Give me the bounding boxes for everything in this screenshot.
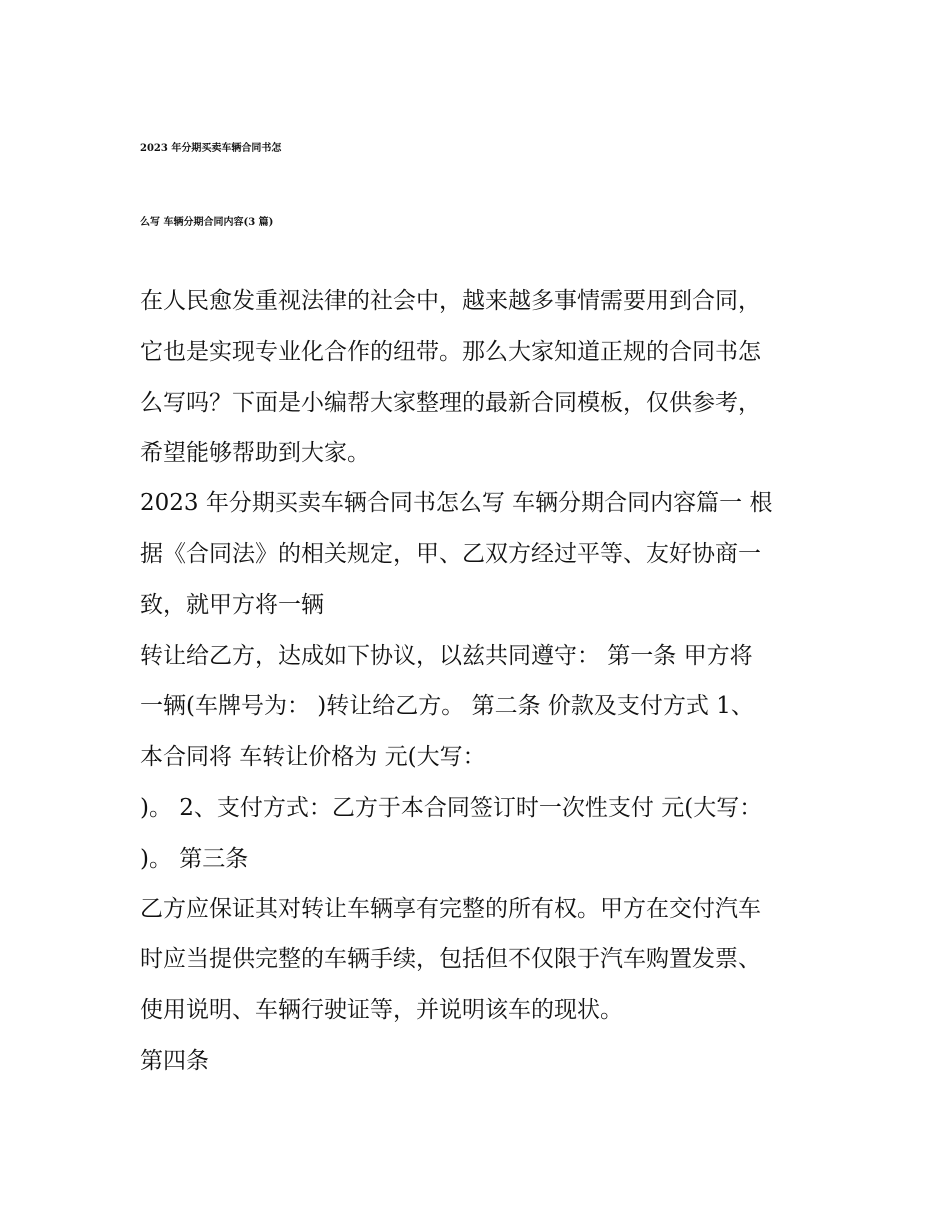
body-line-9: 一辆(车牌号为： )转让给乙方。 第二条 价款及支付方式 1、	[140, 693, 754, 719]
title-line-1: 2023 年分期买卖车辆合同书怎	[140, 143, 282, 154]
body-line-5: 2023 年分期买卖车辆合同书怎么写 车辆分期合同内容篇一 根	[140, 490, 773, 516]
body-line-15: 使用说明、车辆行驶证等，并说明该车的现状。	[140, 997, 623, 1023]
body-line-14: 时应当提供完整的车辆手续，包括但不仅限于汽车购置发票、	[140, 946, 761, 972]
body-line-12: )。 第三条	[140, 846, 249, 872]
body-line-10: 本合同将 车转让价格为 元(大写：	[140, 744, 486, 770]
body-line-11: )。 2、支付方式：乙方于本合同签订时一次性支付 元(大写：	[140, 795, 763, 821]
body-line-8: 转让给乙方，达成如下协议，以兹共同遵守： 第一条 甲方将	[140, 643, 753, 669]
body-line-7: 致，就甲方将一辆	[140, 592, 324, 618]
body-line-6: 据《合同法》的相关规定，甲、乙双方经过平等、友好协商一	[140, 541, 761, 567]
body-line-4: 希望能够帮助到大家。	[140, 440, 370, 466]
body-line-13: 乙方应保证其对转让车辆享有完整的所有权。甲方在交付汽车	[140, 896, 761, 922]
body-line-1: 在人民愈发重视法律的社会中，越来越多事情需要用到合同，	[140, 288, 761, 314]
document-title	[140, 112, 830, 260]
body-line-2: 它也是实现专业化合作的纽带。那么大家知道正规的合同书怎	[140, 339, 761, 365]
body-line-3: 么写吗？下面是小编帮大家整理的最新合同模板，仅供参考，	[140, 390, 761, 416]
body-line-16: 第四条	[140, 1048, 209, 1074]
title-line-2: 么写 车辆分期合同内容(3 篇)	[140, 217, 274, 228]
